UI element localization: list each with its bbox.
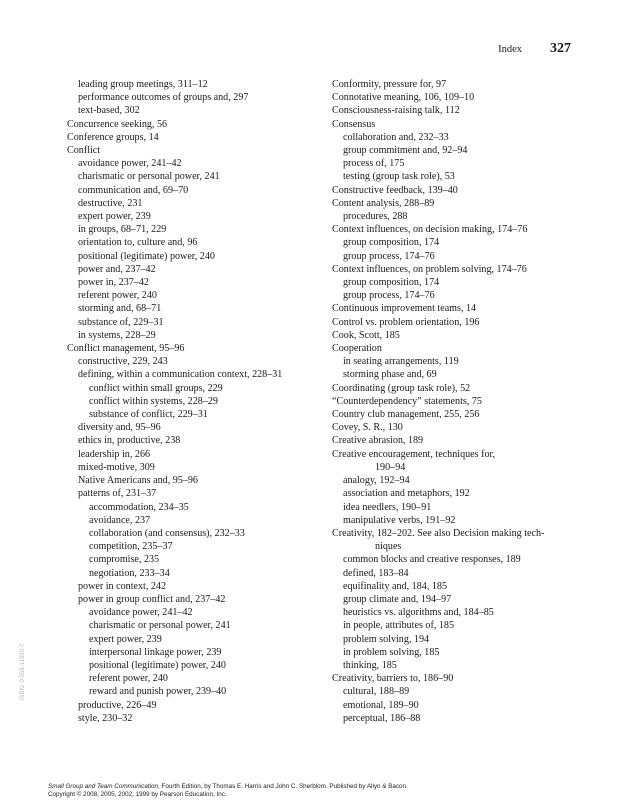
index-entry: “Counterdependency” statements, 75 xyxy=(332,395,482,407)
index-entry: emotional, 189–90 xyxy=(343,699,419,711)
index-entry: Conflict xyxy=(67,145,101,157)
index-entry: text-based, 302 xyxy=(78,105,140,117)
index-entry: association and metaphors, 192 xyxy=(343,488,470,500)
index-entry: leading group meetings, 311–12 xyxy=(78,79,208,90)
index-entry: Creative abrasion, 189 xyxy=(332,435,424,447)
index-entry: problem solving, 194 xyxy=(343,633,430,645)
index-entry: common blocks and creative responses, 189 xyxy=(343,554,521,566)
index-entry: idea needlers, 190–91 xyxy=(343,501,432,513)
index-entry: procedures, 288 xyxy=(343,211,408,223)
index-entry: constructive, 229, 243 xyxy=(78,356,168,368)
index-entry: group process, 174–76 xyxy=(343,290,435,302)
index-entry: Consensus xyxy=(332,118,376,130)
book-title: Small Group and Team Communication xyxy=(48,783,159,790)
index-entry: positional (legitimate) power, 240 xyxy=(78,250,215,262)
index-entry: group climate and, 194–97 xyxy=(343,593,452,605)
index-entry: group composition, 174 xyxy=(343,277,440,289)
page-header xyxy=(498,41,571,57)
footer-publication: , Fourth Edition, by Thomas E. Harris and John C. Sherblom. Published by Allyn & Bacon. xyxy=(158,783,408,790)
index-entry: performance outcomes of groups and, 297 xyxy=(78,92,249,104)
index-column-right xyxy=(332,78,582,725)
index-entry: Consciousness-raising talk, 112 xyxy=(332,105,460,117)
index-entry: competition, 235–37 xyxy=(89,541,173,553)
index-entry: equifinality and, 184, 185 xyxy=(343,580,448,592)
index-entry: Content analysis, 288–89 xyxy=(332,197,435,209)
index-entry: Creative encouragement, techniques for, xyxy=(332,448,495,460)
index-entry: testing (group task role), 53 xyxy=(343,171,455,183)
section-title: Index xyxy=(498,44,522,55)
index-entry: in seating arrangements, 119 xyxy=(343,356,459,368)
index-entry: ethics in, productive, 238 xyxy=(78,435,181,447)
index-entry: destructive, 231 xyxy=(78,197,143,209)
index-entry: avoidance, 237 xyxy=(89,514,151,526)
index-entry: defining, within a communication context, 228–31 xyxy=(78,369,283,381)
index-entry: collaboration (and consensus), 232–33 xyxy=(89,527,245,539)
index-entry: power and, 237–42 xyxy=(78,263,156,275)
index-entry: niques xyxy=(375,541,402,553)
index-entry: Covey, S. R., 130 xyxy=(332,422,403,434)
index-entry: referent power, 240 xyxy=(78,290,157,302)
index-entry: orientation to, culture and, 96 xyxy=(78,237,198,249)
index-entry: cultural, 188–89 xyxy=(343,686,410,698)
index-entry: Native Americans and, 95–96 xyxy=(78,475,198,487)
index-entry: communication and, 69–70 xyxy=(78,184,189,196)
index-entry: Conflict management, 95–96 xyxy=(67,343,185,355)
index-entry: collaboration and, 232–33 xyxy=(343,131,449,143)
index-entry: referent power, 240 xyxy=(89,673,168,685)
index-entry: Conference groups, 14 xyxy=(67,131,159,143)
index-entry: conflict within small groups, 229 xyxy=(89,382,223,394)
footer-line-2: Copyright © 2008, 2005, 2002, 1999 by Pearson Education, Inc. xyxy=(48,790,227,798)
index-entry: charismatic or personal power, 241 xyxy=(89,620,231,632)
index-entry: in systems, 228–29 xyxy=(78,329,156,341)
index-entry: conflict within systems, 228–29 xyxy=(89,395,218,407)
index-entry: compromise, 235 xyxy=(89,554,160,566)
index-entry: in people, attributes of, 185 xyxy=(343,620,455,632)
index-entry: avoidance power, 241–42 xyxy=(89,607,193,619)
index-entry: accommodation, 234–35 xyxy=(89,501,189,513)
index-entry: negotiation, 233–34 xyxy=(89,567,170,579)
index-entry: patterns of, 231–37 xyxy=(78,488,157,500)
index-entry: expert power, 239 xyxy=(78,211,151,223)
index-entry: Conformity, pressure for, 97 xyxy=(332,79,447,90)
index-entry: analogy, 192–94 xyxy=(343,475,410,487)
index-entry: 190–94 xyxy=(375,461,406,473)
index-entry: power in context, 242 xyxy=(78,580,167,592)
index-entry: group process, 174–76 xyxy=(343,250,435,262)
index-entry: thinking, 185 xyxy=(343,659,397,671)
index-entry: diversity and, 95–96 xyxy=(78,422,161,434)
index-entry: Coordinating (group task role), 52 xyxy=(332,382,471,394)
index-entry: interpersonal linkage power, 239 xyxy=(89,646,222,658)
index-entry: Cook, Scott, 185 xyxy=(332,329,400,341)
index-entry: Control vs. problem orientation, 196 xyxy=(332,316,480,328)
index-entry: Cooperation xyxy=(332,343,382,355)
index-entry: group composition, 174 xyxy=(343,237,440,249)
index-entry: Creativity, 182–202. See also Decision making tech- xyxy=(332,527,545,539)
index-entry: charismatic or personal power, 241 xyxy=(78,171,220,183)
index-entry: style, 230–32 xyxy=(78,712,133,724)
index-entry: leadership in, 266 xyxy=(78,448,151,460)
index-entry: Connotative meaning, 106, 109–10 xyxy=(332,92,475,104)
index-entry: process of, 175 xyxy=(343,158,405,170)
index-entry: Creativity, barriers to, 186–90 xyxy=(332,673,454,685)
index-entry: Concurrence seeking, 56 xyxy=(67,118,168,130)
index-entry: Constructive feedback, 139–40 xyxy=(332,184,458,196)
index-entry: positional (legitimate) power, 240 xyxy=(89,659,226,671)
index-entry: substance of conflict, 229–31 xyxy=(89,409,208,421)
index-entry: Context influences, on problem solving, 174–76 xyxy=(332,263,527,275)
index-column-left xyxy=(67,78,329,725)
index-entry: productive, 226–49 xyxy=(78,699,157,711)
page-number: 327 xyxy=(550,41,571,56)
index-entry: reward and punish power, 239–40 xyxy=(89,686,227,698)
copyright-footer xyxy=(48,783,408,798)
footer-line-1 xyxy=(48,783,408,791)
index-entry: storming phase and, 69 xyxy=(343,369,437,381)
index-entry: avoidance power, 241–42 xyxy=(78,158,182,170)
index-entry: defined, 183–84 xyxy=(343,567,409,579)
isbn-watermark: ISBN: 0-558-11590-7 xyxy=(20,643,26,700)
index-entry: manipulative verbs, 191–92 xyxy=(343,514,456,526)
index-entry: substance of, 229–31 xyxy=(78,316,164,328)
index-entry: in problem solving, 185 xyxy=(343,646,440,658)
index-entry: Continuous improvement teams, 14 xyxy=(332,303,477,315)
index-entry: Country club management, 255, 256 xyxy=(332,409,480,421)
index-entry: in groups, 68–71, 229 xyxy=(78,224,167,236)
index-entry: expert power, 239 xyxy=(89,633,162,645)
index-entry: storming and, 68–71 xyxy=(78,303,162,315)
index-entry: power in, 237–42 xyxy=(78,277,149,289)
index-entry: mixed-motive, 309 xyxy=(78,461,155,473)
index-entry: power in group conflict and, 237–42 xyxy=(78,593,226,605)
index-entry: perceptual, 186–88 xyxy=(343,712,421,724)
index-entry: Context influences, on decision making, 174–76 xyxy=(332,224,528,236)
index-entry: group commitment and, 92–94 xyxy=(343,145,468,157)
index-entry: heuristics vs. algorithms and, 184–85 xyxy=(343,607,494,619)
